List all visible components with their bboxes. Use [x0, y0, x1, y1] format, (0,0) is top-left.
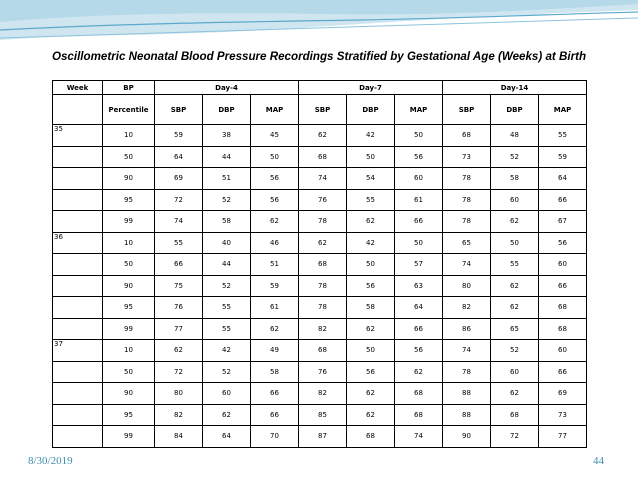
value-cell: 60: [539, 340, 587, 362]
value-cell: 45: [251, 125, 299, 147]
header-day-4: Day-4: [155, 81, 299, 95]
value-cell: 50: [251, 146, 299, 168]
value-cell: 80: [443, 275, 491, 297]
value-cell: 42: [203, 340, 251, 362]
value-cell: 62: [491, 383, 539, 405]
value-cell: 75: [155, 275, 203, 297]
value-cell: 68: [491, 404, 539, 426]
value-cell: 82: [443, 297, 491, 319]
value-cell: 50: [395, 125, 443, 147]
value-cell: 80: [155, 383, 203, 405]
value-cell: 42: [347, 232, 395, 254]
value-cell: 86: [443, 318, 491, 340]
value-cell: 62: [395, 361, 443, 383]
table-row: [53, 404, 587, 426]
value-cell: 55: [539, 125, 587, 147]
week-cell: [53, 254, 103, 276]
value-cell: 56: [347, 275, 395, 297]
value-cell: 66: [395, 211, 443, 233]
value-cell: 74: [443, 254, 491, 276]
value-cell: 51: [203, 168, 251, 190]
percentile-cell: 95: [103, 404, 155, 426]
value-cell: 66: [155, 254, 203, 276]
header-day14-map: MAP: [539, 95, 587, 125]
header-day14-sbp: SBP: [443, 95, 491, 125]
week-cell: 37: [53, 340, 103, 362]
value-cell: 68: [299, 340, 347, 362]
value-cell: 62: [347, 211, 395, 233]
value-cell: 51: [251, 254, 299, 276]
value-cell: 68: [347, 426, 395, 448]
value-cell: 66: [251, 383, 299, 405]
value-cell: 69: [155, 168, 203, 190]
value-cell: 68: [299, 146, 347, 168]
value-cell: 74: [299, 168, 347, 190]
week-cell: 35: [53, 125, 103, 147]
value-cell: 76: [299, 189, 347, 211]
header-day7-dbp: DBP: [347, 95, 395, 125]
percentile-cell: 99: [103, 426, 155, 448]
value-cell: 78: [299, 275, 347, 297]
value-cell: 77: [539, 426, 587, 448]
week-cell: [53, 211, 103, 233]
value-cell: 62: [251, 211, 299, 233]
percentile-cell: 10: [103, 340, 155, 362]
value-cell: 69: [539, 383, 587, 405]
header-bp: BP: [103, 81, 155, 95]
value-cell: 74: [155, 211, 203, 233]
value-cell: 66: [251, 404, 299, 426]
value-cell: 82: [155, 404, 203, 426]
value-cell: 78: [443, 168, 491, 190]
value-cell: 66: [395, 318, 443, 340]
value-cell: 38: [203, 125, 251, 147]
table-row: [53, 340, 587, 362]
value-cell: 87: [299, 426, 347, 448]
slide-title: Oscillometric Neonatal Blood Pressure Recordings Stratified by Gestational Age (Weeks) at Birth: [51, 50, 587, 63]
value-cell: 50: [491, 232, 539, 254]
percentile-cell: 95: [103, 297, 155, 319]
header-day7-sbp: SBP: [299, 95, 347, 125]
value-cell: 61: [395, 189, 443, 211]
header-day-7: Day-7: [299, 81, 443, 95]
value-cell: 59: [251, 275, 299, 297]
table-row: [53, 189, 587, 211]
value-cell: 48: [491, 125, 539, 147]
percentile-cell: 95: [103, 189, 155, 211]
percentile-cell: 50: [103, 254, 155, 276]
value-cell: 62: [491, 211, 539, 233]
value-cell: 85: [299, 404, 347, 426]
value-cell: 64: [539, 168, 587, 190]
week-cell: [53, 404, 103, 426]
table-row: [53, 383, 587, 405]
header-day-14: Day-14: [443, 81, 587, 95]
value-cell: 56: [395, 340, 443, 362]
value-cell: 57: [395, 254, 443, 276]
value-cell: 61: [251, 297, 299, 319]
value-cell: 59: [155, 125, 203, 147]
table-row: [53, 361, 587, 383]
week-cell: [53, 318, 103, 340]
value-cell: 60: [203, 383, 251, 405]
table-row: [53, 318, 587, 340]
value-cell: 62: [203, 404, 251, 426]
value-cell: 72: [155, 189, 203, 211]
value-cell: 74: [395, 426, 443, 448]
value-cell: 78: [443, 211, 491, 233]
value-cell: 58: [203, 211, 251, 233]
value-cell: 62: [299, 125, 347, 147]
value-cell: 68: [395, 383, 443, 405]
value-cell: 46: [251, 232, 299, 254]
value-cell: 64: [395, 297, 443, 319]
value-cell: 55: [203, 297, 251, 319]
value-cell: 52: [203, 189, 251, 211]
table-row: [53, 125, 587, 147]
header-day7-map: MAP: [395, 95, 443, 125]
value-cell: 76: [299, 361, 347, 383]
value-cell: 78: [299, 297, 347, 319]
value-cell: 64: [155, 146, 203, 168]
week-cell: [53, 361, 103, 383]
value-cell: 56: [251, 189, 299, 211]
value-cell: 88: [443, 404, 491, 426]
value-cell: 40: [203, 232, 251, 254]
value-cell: 55: [347, 189, 395, 211]
value-cell: 55: [203, 318, 251, 340]
value-cell: 44: [203, 254, 251, 276]
value-cell: 62: [299, 232, 347, 254]
value-cell: 52: [203, 361, 251, 383]
value-cell: 68: [539, 318, 587, 340]
value-cell: 70: [251, 426, 299, 448]
header-week-blank: [53, 95, 103, 125]
value-cell: 52: [491, 146, 539, 168]
value-cell: 52: [491, 340, 539, 362]
value-cell: 62: [251, 318, 299, 340]
value-cell: 78: [299, 211, 347, 233]
footer-page-number: 44: [593, 455, 604, 467]
value-cell: 60: [539, 254, 587, 276]
value-cell: 67: [539, 211, 587, 233]
week-cell: [53, 275, 103, 297]
value-cell: 50: [347, 146, 395, 168]
week-cell: [53, 383, 103, 405]
blood-pressure-table: [52, 80, 587, 448]
value-cell: 84: [155, 426, 203, 448]
percentile-cell: 10: [103, 232, 155, 254]
value-cell: 52: [203, 275, 251, 297]
value-cell: 62: [347, 383, 395, 405]
week-cell: 36: [53, 232, 103, 254]
value-cell: 74: [443, 340, 491, 362]
value-cell: 66: [539, 361, 587, 383]
value-cell: 55: [491, 254, 539, 276]
percentile-cell: 50: [103, 361, 155, 383]
value-cell: 55: [155, 232, 203, 254]
value-cell: 44: [203, 146, 251, 168]
percentile-cell: 90: [103, 275, 155, 297]
value-cell: 50: [347, 254, 395, 276]
percentile-cell: 99: [103, 318, 155, 340]
value-cell: 82: [299, 383, 347, 405]
week-cell: [53, 297, 103, 319]
week-cell: [53, 168, 103, 190]
table-row: [53, 146, 587, 168]
table-row: [53, 254, 587, 276]
header-day4-map: MAP: [251, 95, 299, 125]
value-cell: 62: [491, 297, 539, 319]
header-percentile: Percentile: [103, 95, 155, 125]
value-cell: 58: [347, 297, 395, 319]
value-cell: 78: [443, 361, 491, 383]
value-cell: 72: [491, 426, 539, 448]
value-cell: 88: [443, 383, 491, 405]
value-cell: 50: [395, 232, 443, 254]
table-row: [53, 168, 587, 190]
value-cell: 90: [443, 426, 491, 448]
value-cell: 65: [443, 232, 491, 254]
value-cell: 77: [155, 318, 203, 340]
value-cell: 60: [491, 189, 539, 211]
table-row: [53, 232, 587, 254]
percentile-cell: 90: [103, 383, 155, 405]
percentile-cell: 50: [103, 146, 155, 168]
value-cell: 56: [395, 146, 443, 168]
value-cell: 63: [395, 275, 443, 297]
value-cell: 68: [539, 297, 587, 319]
value-cell: 66: [539, 189, 587, 211]
value-cell: 82: [299, 318, 347, 340]
value-cell: 62: [491, 275, 539, 297]
value-cell: 60: [395, 168, 443, 190]
value-cell: 59: [539, 146, 587, 168]
value-cell: 62: [155, 340, 203, 362]
value-cell: 54: [347, 168, 395, 190]
value-cell: 78: [443, 189, 491, 211]
value-cell: 56: [347, 361, 395, 383]
value-cell: 56: [251, 168, 299, 190]
value-cell: 62: [347, 318, 395, 340]
value-cell: 66: [539, 275, 587, 297]
value-cell: 65: [491, 318, 539, 340]
value-cell: 56: [539, 232, 587, 254]
table-row: [53, 275, 587, 297]
table-row: [53, 426, 587, 448]
percentile-cell: 99: [103, 211, 155, 233]
value-cell: 68: [299, 254, 347, 276]
header-day4-sbp: SBP: [155, 95, 203, 125]
percentile-cell: 90: [103, 168, 155, 190]
header-week: Week: [53, 81, 103, 95]
value-cell: 62: [347, 404, 395, 426]
header-day14-dbp: DBP: [491, 95, 539, 125]
value-cell: 58: [491, 168, 539, 190]
value-cell: 76: [155, 297, 203, 319]
header-day4-dbp: DBP: [203, 95, 251, 125]
value-cell: 72: [155, 361, 203, 383]
value-cell: 58: [251, 361, 299, 383]
value-cell: 73: [443, 146, 491, 168]
decorative-header-band: [0, 0, 638, 46]
value-cell: 73: [539, 404, 587, 426]
value-cell: 64: [203, 426, 251, 448]
table-row: [53, 297, 587, 319]
table-row: [53, 211, 587, 233]
value-cell: 68: [443, 125, 491, 147]
value-cell: 42: [347, 125, 395, 147]
value-cell: 50: [347, 340, 395, 362]
value-cell: 49: [251, 340, 299, 362]
value-cell: 68: [395, 404, 443, 426]
week-cell: [53, 189, 103, 211]
week-cell: [53, 146, 103, 168]
percentile-cell: 10: [103, 125, 155, 147]
week-cell: [53, 426, 103, 448]
value-cell: 60: [491, 361, 539, 383]
footer-date: 8/30/2019: [28, 455, 73, 467]
